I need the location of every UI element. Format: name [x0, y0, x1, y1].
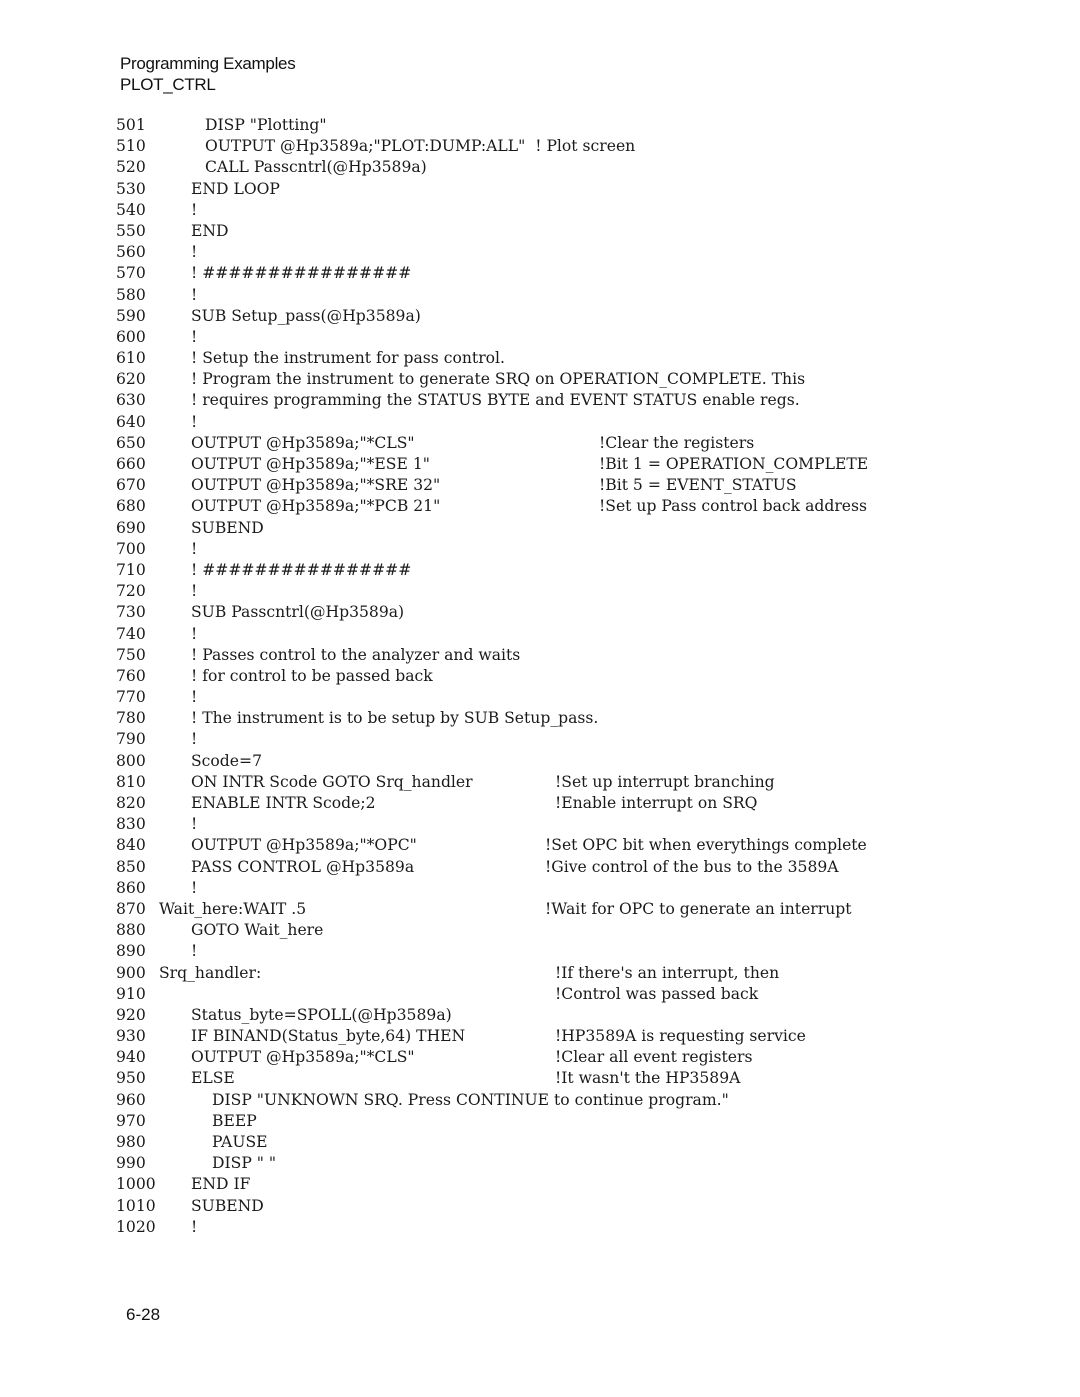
section-title: Programming Examples	[120, 54, 296, 73]
code-line	[116, 1026, 966, 1047]
line-number: 840	[116, 836, 146, 855]
code-line	[116, 475, 966, 496]
code-line	[116, 1196, 966, 1217]
line-number: 740	[116, 624, 146, 643]
code-statement: !	[191, 878, 198, 897]
code-listing	[116, 115, 966, 1238]
code-line	[116, 708, 966, 729]
code-line	[116, 1174, 966, 1195]
line-number: 990	[116, 1154, 146, 1173]
code-statement: ENABLE INTR Scode;2	[191, 794, 376, 812]
code-line	[116, 602, 966, 623]
code-statement: OUTPUT @Hp3589a;"*PCB 21"	[191, 497, 441, 516]
code-line	[116, 390, 966, 411]
page-number: 6-28	[126, 1305, 161, 1324]
code-statement: !	[191, 815, 198, 834]
code-line	[116, 1217, 966, 1238]
code-line	[116, 242, 966, 263]
code-statement: !	[191, 243, 198, 262]
line-number: 501	[116, 116, 146, 134]
code-line	[116, 624, 966, 645]
line-number: 670	[116, 476, 146, 495]
code-statement: GOTO Wait_here	[191, 921, 324, 940]
code-line	[116, 1132, 966, 1153]
code-line	[116, 200, 966, 221]
line-number: 710	[116, 560, 146, 579]
code-statement: OUTPUT @Hp3589a;"*CLS"	[191, 433, 415, 452]
code-line	[116, 941, 966, 962]
code-statement: !	[191, 539, 198, 558]
line-number: 900	[116, 963, 146, 982]
code-statement: SUBEND	[191, 518, 264, 537]
code-comment: !If there's an interrupt, then	[555, 963, 780, 982]
code-statement: Scode=7	[191, 751, 263, 770]
code-statement: ! for control to be passed back	[191, 666, 433, 685]
code-comment: !Set OPC bit when everythings complete	[545, 836, 867, 855]
code-line	[116, 1047, 966, 1068]
code-statement: OUTPUT @Hp3589a;"*ESE 1"	[191, 455, 430, 473]
code-statement: !	[191, 942, 198, 961]
line-number: 590	[116, 306, 146, 325]
page-header	[120, 53, 295, 95]
subsection-title: PLOT_CTRL	[120, 75, 216, 94]
line-number: 700	[116, 539, 146, 558]
line-number: 930	[116, 1027, 146, 1046]
code-statement: !	[191, 688, 198, 707]
code-line	[116, 1005, 966, 1026]
code-line	[116, 348, 966, 369]
line-number: 810	[116, 772, 146, 791]
line-number: 890	[116, 942, 146, 961]
line-number: 690	[116, 518, 146, 537]
line-number: 1010	[116, 1196, 156, 1215]
line-number: 780	[116, 709, 146, 728]
code-comment: !Give control of the bus to the 3589A	[545, 857, 839, 876]
code-comment: !Set up interrupt branching	[555, 772, 775, 791]
code-comment: !Clear the registers	[599, 433, 755, 452]
code-line	[116, 1111, 966, 1132]
code-line	[116, 496, 966, 517]
line-number: 960	[116, 1090, 146, 1109]
code-statement: !	[191, 285, 198, 304]
code-line	[116, 857, 966, 878]
code-line	[116, 1153, 966, 1174]
line-number: 940	[116, 1048, 146, 1067]
code-statement: PAUSE	[212, 1133, 268, 1151]
code-statement: !	[191, 624, 198, 643]
line-number: 1020	[116, 1217, 156, 1236]
line-number: 850	[116, 857, 146, 876]
code-statement: !	[191, 200, 198, 219]
code-line	[116, 793, 966, 814]
code-line	[116, 454, 966, 475]
line-number: 580	[116, 285, 146, 304]
code-line	[116, 920, 966, 941]
code-line	[116, 963, 966, 984]
line-number: 790	[116, 730, 146, 749]
code-statement: !	[191, 327, 198, 346]
code-statement: END	[191, 221, 229, 240]
code-statement: ! Setup the instrument for pass control.	[191, 349, 505, 368]
code-line	[116, 751, 966, 772]
line-number: 650	[116, 433, 146, 452]
line-number: 750	[116, 645, 146, 664]
code-statement: SUB Passcntrl(@Hp3589a)	[191, 603, 405, 622]
line-number: 1000	[116, 1175, 156, 1194]
line-number: 620	[116, 370, 146, 389]
code-comment: !Enable interrupt on SRQ	[555, 794, 758, 812]
code-line	[116, 136, 966, 157]
code-comment: !HP3589A is requesting service	[555, 1027, 806, 1046]
code-line	[116, 412, 966, 433]
code-line	[116, 560, 966, 581]
code-statement: Srq_handler:	[159, 963, 262, 982]
line-number: 880	[116, 921, 146, 940]
code-comment: !Clear all event registers	[555, 1048, 753, 1067]
code-line	[116, 179, 966, 200]
line-number: 530	[116, 179, 146, 198]
code-statement: IF BINAND(Status_byte,64) THEN	[191, 1027, 466, 1046]
line-number: 730	[116, 603, 146, 622]
code-statement: DISP " "	[212, 1154, 277, 1173]
code-line	[116, 984, 966, 1005]
code-line	[116, 581, 966, 602]
code-comment: !Wait for OPC to generate an interrupt	[545, 899, 852, 918]
code-statement: SUB Setup_pass(@Hp3589a)	[191, 306, 421, 325]
code-statement: BEEP	[212, 1111, 257, 1130]
line-number: 770	[116, 688, 146, 707]
code-statement: !	[191, 582, 198, 601]
line-number: 970	[116, 1111, 146, 1130]
code-comment: !Bit 1 = OPERATION_COMPLETE	[599, 455, 869, 473]
line-number: 570	[116, 264, 146, 283]
line-number: 820	[116, 794, 146, 812]
code-statement: OUTPUT @Hp3589a;"*OPC"	[191, 836, 417, 855]
code-line	[116, 327, 966, 348]
code-statement: !	[191, 730, 198, 749]
code-statement: DISP "Plotting"	[205, 116, 327, 134]
code-statement: CALL Passcntrl(@Hp3589a)	[205, 158, 427, 177]
line-number: 720	[116, 582, 146, 601]
code-line	[116, 835, 966, 856]
code-line	[116, 433, 966, 454]
code-line	[116, 1090, 966, 1111]
code-line	[116, 285, 966, 306]
line-number: 560	[116, 243, 146, 262]
code-statement: OUTPUT @Hp3589a;"*CLS"	[191, 1048, 415, 1067]
code-line	[116, 645, 966, 666]
line-number: 550	[116, 221, 146, 240]
code-line	[116, 115, 966, 136]
line-number: 830	[116, 815, 146, 834]
code-statement: END IF	[191, 1175, 251, 1194]
line-number: 640	[116, 412, 146, 431]
line-number: 800	[116, 751, 146, 770]
code-line	[116, 878, 966, 899]
code-line	[116, 369, 966, 390]
code-comment: !Set up Pass control back address	[599, 497, 868, 516]
code-statement: Status_byte=SPOLL(@Hp3589a)	[191, 1005, 452, 1024]
line-number: 510	[116, 137, 146, 156]
code-statement: !	[191, 1217, 198, 1236]
line-number: 760	[116, 666, 146, 685]
code-line	[116, 221, 966, 242]
line-number: 950	[116, 1069, 146, 1088]
code-statement: ! requires programming the STATUS BYTE and EVENT STATUS enable regs.	[191, 391, 800, 410]
code-line	[116, 899, 966, 920]
code-statement: ! ################	[191, 560, 412, 579]
code-statement: ! Program the instrument to generate SRQ on OPERATION_COMPLETE. This	[191, 370, 806, 389]
line-number: 920	[116, 1005, 146, 1024]
line-number: 540	[116, 200, 146, 219]
code-statement: ON INTR Scode GOTO Srq_handler	[191, 772, 473, 791]
code-statement: OUTPUT @Hp3589a;"*SRE 32"	[191, 476, 441, 495]
code-statement: OUTPUT @Hp3589a;"PLOT:DUMP:ALL" ! Plot screen	[205, 137, 636, 156]
code-comment: !Control was passed back	[555, 984, 759, 1003]
code-statement: ELSE	[191, 1069, 235, 1088]
code-line	[116, 1068, 966, 1089]
code-line	[116, 729, 966, 750]
line-number: 980	[116, 1133, 146, 1151]
code-line	[116, 666, 966, 687]
code-statement: ! The instrument is to be setup by SUB Setup_pass.	[191, 709, 599, 728]
line-number: 860	[116, 878, 146, 897]
code-line	[116, 263, 966, 284]
code-line	[116, 814, 966, 835]
code-statement: SUBEND	[191, 1196, 264, 1215]
line-number: 520	[116, 158, 146, 177]
line-number: 600	[116, 327, 146, 346]
code-statement: Wait_here:WAIT .5	[159, 899, 307, 918]
code-line	[116, 772, 966, 793]
line-number: 660	[116, 455, 146, 473]
code-statement: DISP "UNKNOWN SRQ. Press CONTINUE to continue program."	[212, 1090, 729, 1109]
code-line	[116, 539, 966, 560]
line-number: 870	[116, 899, 146, 918]
code-line	[116, 306, 966, 327]
code-statement: ! ################	[191, 264, 412, 283]
line-number: 910	[116, 984, 146, 1003]
code-comment: !It wasn't the HP3589A	[555, 1069, 741, 1088]
line-number: 630	[116, 391, 146, 410]
code-line	[116, 687, 966, 708]
code-line	[116, 157, 966, 178]
code-comment: !Bit 5 = EVENT_STATUS	[599, 476, 797, 495]
code-statement: END LOOP	[191, 179, 280, 198]
line-number: 610	[116, 349, 146, 368]
code-statement: PASS CONTROL @Hp3589a	[191, 857, 415, 876]
code-statement: ! Passes control to the analyzer and waits	[191, 645, 521, 664]
code-statement: !	[191, 412, 198, 431]
code-line	[116, 518, 966, 539]
line-number: 680	[116, 497, 146, 516]
